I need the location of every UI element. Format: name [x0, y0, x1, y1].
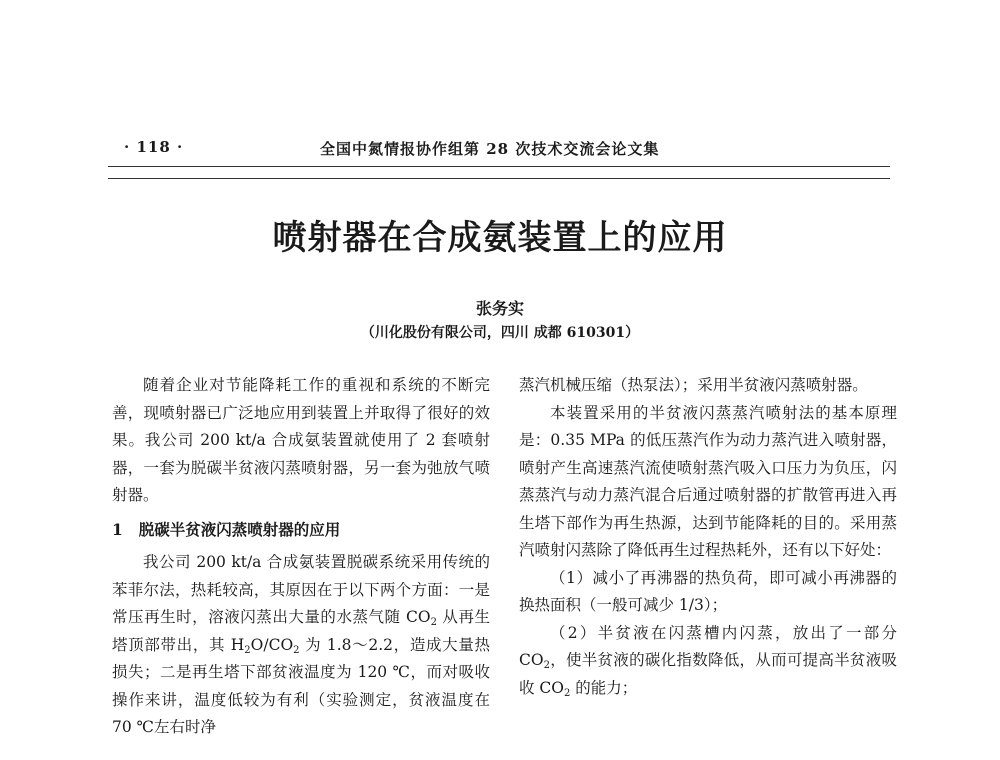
section-heading [112, 516, 490, 544]
list-item: （1）减小了再沸器的热负荷，即可减小再沸器的换热面积（一般可减少 1/3）； [519, 568, 897, 614]
journal-title: 全国中氮情报协作组第 28 次技术交流会论文集 [320, 140, 660, 158]
right-column [519, 372, 897, 702]
section-title: 脱碳半贫液闪蒸喷射器的应用 [138, 519, 341, 539]
intro-paragraph: 随着企业对节能降耗工作的重视和系统的不断完善，现喷射器已广泛地应用到装置上并取得了很好的效果。我公司 200 kt/a 合成氨装置就使用了 2 套喷射器，一套为脱碳半贫液闪蒸喷射器，另一套为弛放气喷射器。 [112, 376, 490, 504]
body-paragraph: 我公司 200 kt/a 合成氨装置脱碳系统采用传统的苯菲尔法，热耗较高，其原因在于以下两个方面：一是常压再生时，溶液闪蒸出大量的水蒸气随 $CO_2$ 从再生塔顶部带出，其 $H_2O/CO_2$ 为 1.8～2.2，造成大量热损失；二是再生塔下部贫液温度为 120 ℃，而对吸收操作来讲，温度低较为有利（实验测定，贫液温度在 70 ℃左右时净 [112, 553, 491, 736]
list-item: （2）半贫液在闪蒸槽内闪蒸，放出了一部分 $CO_2$，使半贫液的碳化指数降低，从而可提高半贫液吸收 $CO_2$ 的能力； [519, 623, 897, 699]
page-number: · 118 · [124, 138, 184, 156]
header-rule-thin [108, 178, 890, 179]
body-paragraph: 本装置采用的半贫液闪蒸蒸汽喷射法的基本原理是：0.35 MPa 的低压蒸汽作为动力蒸汽进入喷射器，喷射产生高速蒸汽流使喷射蒸汽吸入口压力为负压，闪蒸蒸汽与动力蒸汽混合后通过喷射器的扩散管再进入再生塔下部作为再生热源，达到节能降耗的目的。采用蒸汽喷射闪蒸除了降低再生过程热耗外，还有以下好处： [519, 403, 897, 559]
author-affiliation: （川化股份有限公司，四川 成都 610301） [360, 325, 640, 341]
paper-title: 喷射器在合成氨装置上的应用 [272, 218, 728, 258]
section-number: 1 [112, 519, 123, 539]
header-rule [108, 166, 890, 167]
author-name: 张务实 [475, 299, 524, 318]
body-paragraph: 蒸汽机械压缩（热泵法）；采用半贫液闪蒸喷射器。 [519, 376, 868, 394]
left-column [112, 372, 490, 742]
